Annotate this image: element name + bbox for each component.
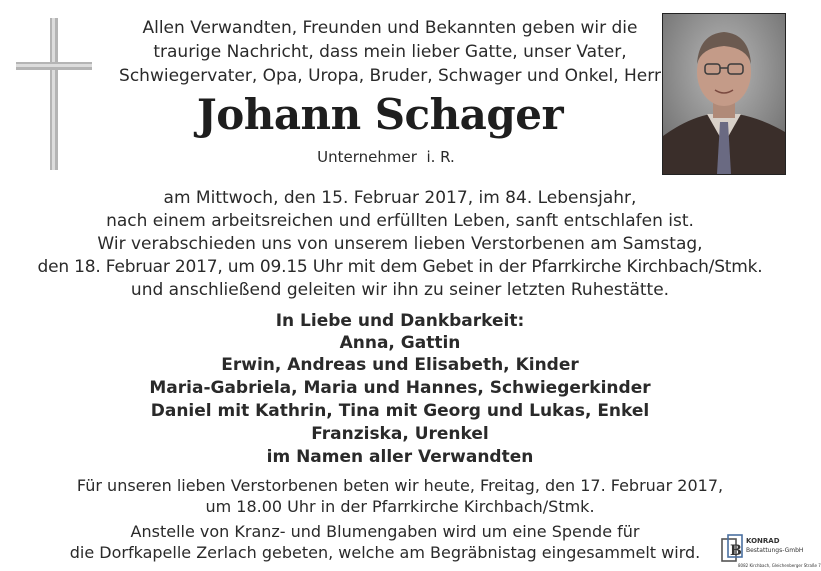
mourner-line: Daniel mit Kathrin, Tina mit Georg und Lukas, Enkel bbox=[150, 401, 650, 421]
logo-line-3: 8082 Kirchbach, Gleichenberger Straße 7 bbox=[738, 563, 821, 568]
mourner-line: Erwin, Andreas und Elisabeth, Kinder bbox=[221, 355, 579, 375]
donation-line-2: die Dorfkapelle Zerlach gebeten, welche am Begräbnistag eingesammelt wird. bbox=[69, 543, 701, 562]
funeral-home-logo bbox=[722, 533, 821, 571]
deceased-title: Unternehmer i. R. bbox=[317, 148, 455, 166]
mourner-line: Anna, Gattin bbox=[339, 333, 461, 353]
donation-line-1: Anstelle von Kranz- und Blumengaben wird um eine Spende für bbox=[130, 522, 640, 541]
mourner-line: Maria-Gabriela, Maria und Hannes, Schwiegerkinder bbox=[149, 378, 651, 398]
mourner-line: im Namen aller Verwandten bbox=[266, 447, 534, 467]
deceased-name: Johann Schager bbox=[196, 90, 564, 139]
mourner-line: Franziska, Urenkel bbox=[311, 424, 489, 444]
body-line-2: nach einem arbeitsreichen und erfüllten Leben, sanft entschlafen ist. bbox=[106, 211, 694, 231]
body-line-1: am Mittwoch, den 15. Februar 2017, im 84. Lebensjahr, bbox=[163, 188, 637, 208]
intro-line-3: Schwiegervater, Opa, Uropa, Bruder, Schwager und Onkel, Herr bbox=[119, 66, 661, 86]
body-line-5: und anschließend geleiten wir ihn zu seiner letzten Ruhestätte. bbox=[130, 280, 670, 300]
body-line-4: den 18. Februar 2017, um 09.15 Uhr mit dem Gebet in der Pfarrkirche Kirchbach/Stmk. bbox=[37, 257, 763, 277]
intro-line-2: traurige Nachricht, dass mein lieber Gatte, unser Vater, bbox=[153, 42, 627, 62]
prayer-line-2: um 18.00 Uhr in der Pfarrkirche Kirchbach/Stmk. bbox=[205, 497, 595, 516]
intro-line-1: Allen Verwandten, Freunden und Bekannten geben wir die bbox=[142, 18, 638, 38]
mourners-heading: In Liebe und Dankbarkeit: bbox=[275, 311, 525, 331]
logo-line-1: KONRAD bbox=[746, 537, 780, 545]
logo-line-2: Bestattungs-GmbH bbox=[746, 547, 804, 554]
body-line-3: Wir verabschieden uns von unserem lieben Verstorbenen am Samstag, bbox=[97, 234, 703, 254]
prayer-line-1: Für unseren lieben Verstorbenen beten wir heute, Freitag, den 17. Februar 2017, bbox=[76, 476, 724, 495]
svg-text:B: B bbox=[730, 543, 742, 559]
